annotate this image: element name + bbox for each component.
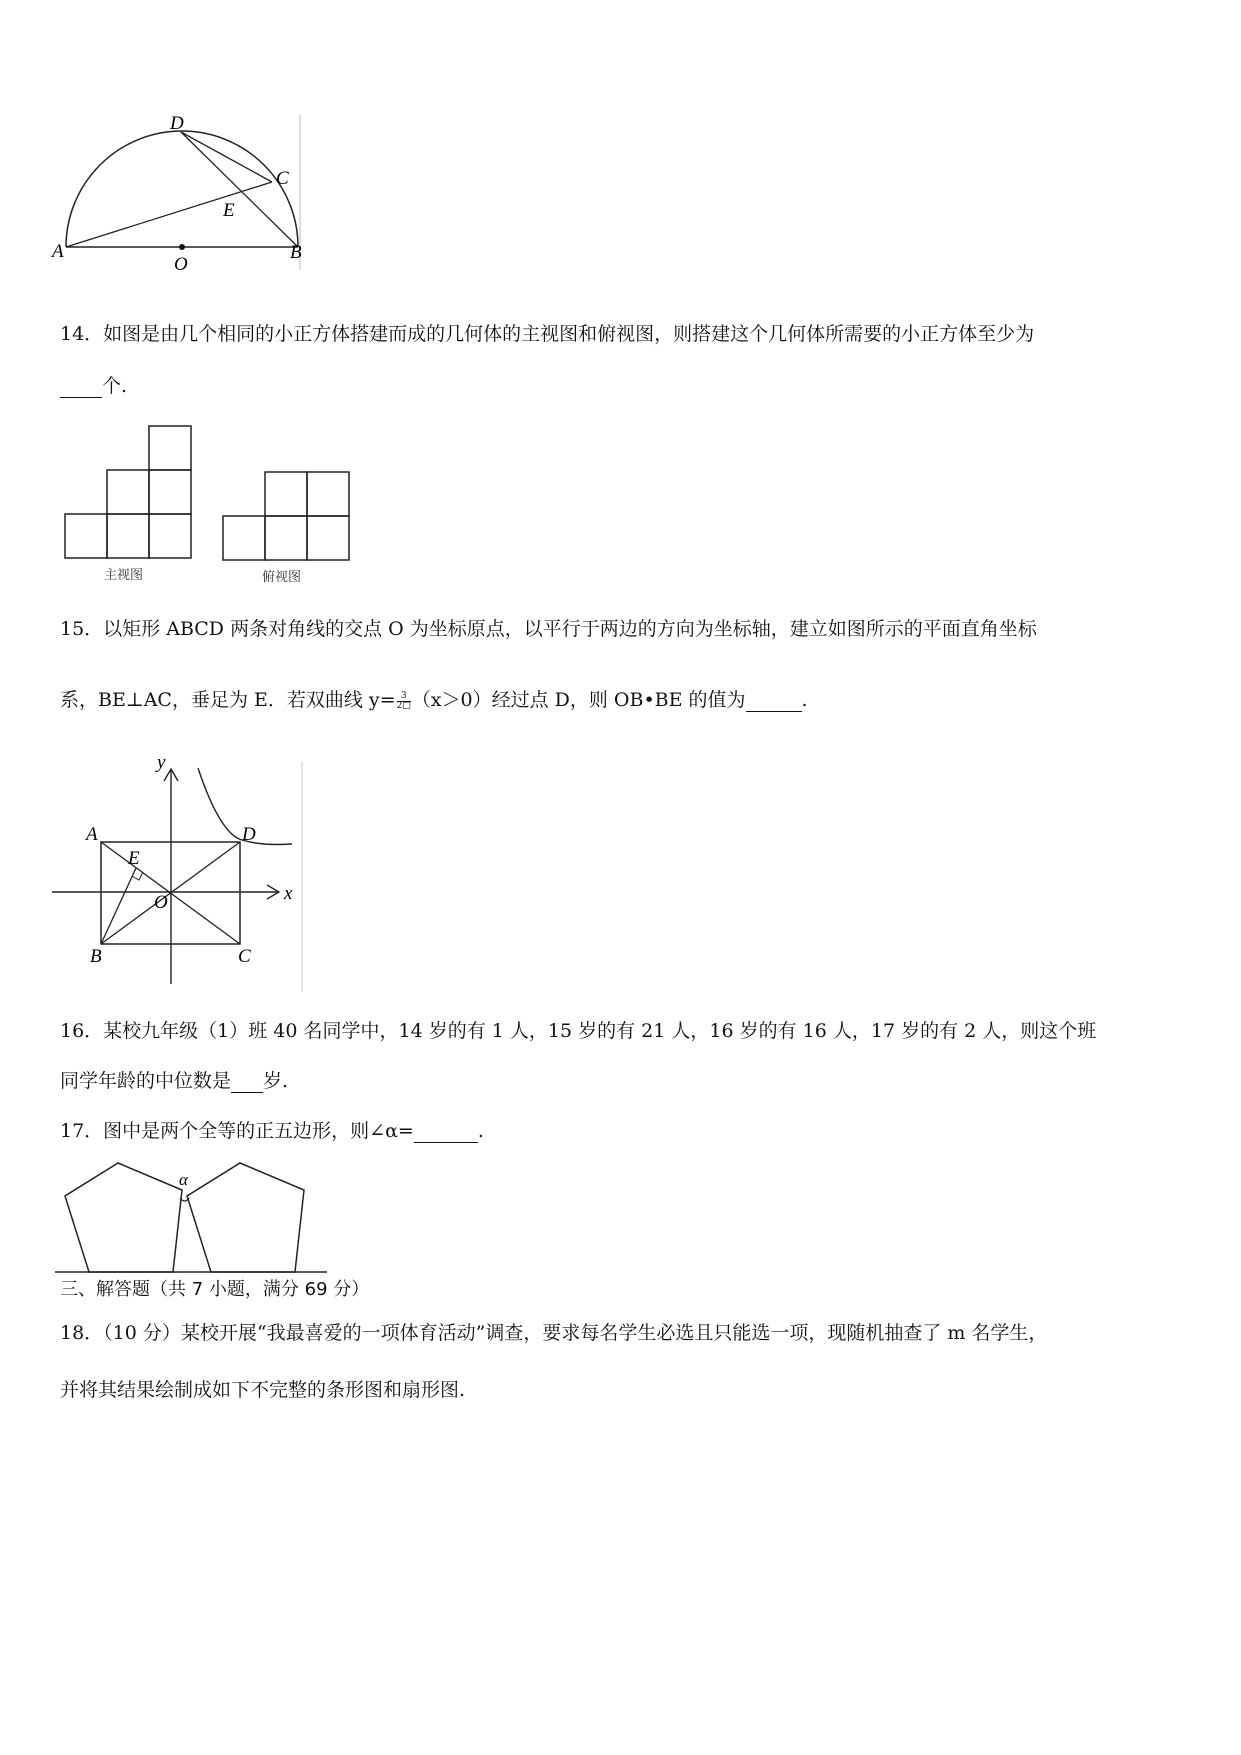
label-e: E [223, 200, 235, 221]
q16-text-line1: 16．某校九年级（1）班 40 名同学中，14 岁的有 1 人，15 岁的有 21 人，16 岁的有 16 人，17 岁的有 2 人，则这个班 [60, 1020, 1097, 1042]
label-o: O [174, 254, 188, 275]
q15-fraction [397, 692, 411, 711]
label-d: D [170, 113, 184, 134]
q14-text-line1: 14．如图是由几个相同的小正方体搭建而成的几何体的主视图和俯视图，则搭建这个几何体所需要的小正方体至少为 [60, 323, 1035, 345]
q15-line2-suffix: . [801, 689, 808, 711]
q18-text-line2: 并将其结果绘制成如下不完整的条形图和扇形图. [60, 1379, 466, 1401]
q14-line2-suffix: 个. [102, 375, 128, 397]
two-pentagons-figure [55, 1148, 335, 1278]
label-a: A [86, 824, 98, 845]
label-b: B [290, 242, 302, 263]
top-view-figure [222, 470, 362, 570]
q16-answer-blank [231, 1072, 263, 1093]
label-x: x [284, 883, 293, 904]
q14-text-line2 [60, 374, 127, 398]
q14-answer-blank [60, 377, 102, 398]
semicircle-figure [50, 110, 310, 285]
q17-text-line1 [60, 1119, 484, 1143]
q15-answer-blank [746, 691, 802, 712]
label-a: A [52, 241, 64, 262]
label-c: C [276, 168, 289, 189]
q16-text-line2 [60, 1069, 288, 1093]
front-view-figure [62, 424, 202, 564]
label-o: O [154, 892, 168, 913]
label-e: E [128, 848, 140, 869]
q16-line2-suffix: 岁. [263, 1070, 289, 1092]
q15-text-line2 [60, 688, 808, 712]
q15-text-line1: 15．以矩形 ABCD 两条对角线的交点 O 为坐标原点，以平行于两边的方向为坐标轴，建立如图所示的平面直角坐标 [60, 618, 1037, 640]
label-c: C [238, 946, 251, 967]
q15-line2-middle: （x＞0）经过点 D，则 OB•BE 的值为 [411, 689, 746, 711]
q17-line1-suffix: . [477, 1120, 484, 1142]
alpha-label: α [179, 1170, 188, 1189]
label-b: B [90, 946, 102, 967]
q15-frac-den: 2□ [396, 700, 411, 711]
q15-line2-prefix: 系，BE⊥AC，垂足为 E．若双曲线 y= [60, 689, 396, 711]
rectangle-coordinate-figure [52, 752, 312, 992]
front-view-caption: 主视图 [104, 568, 144, 583]
q18-text-line1: 18．（10 分）某校开展“我最喜爱的一项体育活动”调查，要求每名学生必选且只能选一项，现随机抽查了 m 名学生， [60, 1322, 1048, 1344]
top-view-caption: 俯视图 [262, 570, 302, 585]
q17-answer-blank [414, 1122, 478, 1143]
label-y: y [157, 752, 166, 773]
q17-line1-prefix: 17．图中是两个全等的正五边形，则∠α= [60, 1120, 414, 1142]
section-3-heading: 三、解答题（共 7 小题，满分 69 分） [60, 1279, 370, 1300]
label-d: D [242, 824, 256, 845]
q15-frac-num: 3 [397, 692, 411, 702]
q16-line2-prefix: 同学年龄的中位数是 [60, 1070, 232, 1092]
